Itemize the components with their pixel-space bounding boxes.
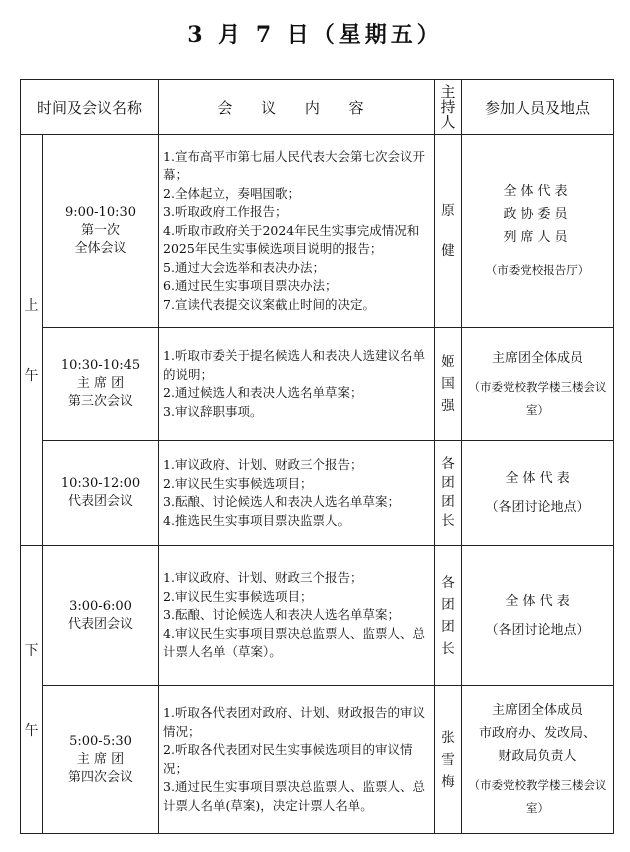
table-row bbox=[21, 135, 614, 328]
meeting-host bbox=[435, 546, 462, 686]
meeting-time bbox=[43, 328, 159, 441]
meeting-content bbox=[159, 546, 435, 686]
host-char: 团 bbox=[441, 475, 455, 491]
host-char: 长 bbox=[441, 640, 455, 657]
agenda-item: 3.酝酿、讨论候选人和表决人选名单草案； bbox=[163, 607, 400, 623]
period-char: 午 bbox=[24, 368, 39, 384]
header-host-char: 持 bbox=[440, 97, 456, 116]
host-char: 原 bbox=[441, 203, 455, 219]
host-char: 梅 bbox=[441, 773, 455, 790]
period-afternoon bbox=[21, 546, 43, 834]
participant-line: 主席团全体成员 bbox=[492, 350, 584, 366]
time-line: 代表团会议 bbox=[68, 494, 134, 509]
agenda-item: 2.听取各代表团对民生实事候选项目的审议情况； bbox=[163, 742, 413, 776]
participant-line: 政协委员 bbox=[503, 207, 572, 222]
time-line: 10:30-10:45 bbox=[60, 358, 141, 373]
meeting-location: （市委党校教学楼三楼会议室） bbox=[468, 379, 607, 417]
meeting-host bbox=[435, 135, 462, 328]
table-row bbox=[21, 686, 614, 834]
host-char: 健 bbox=[441, 243, 455, 259]
agenda-item: 2.审议民生实事候选项目； bbox=[163, 475, 313, 491]
time-line: 9:00-10:30 bbox=[64, 205, 137, 220]
meeting-location: （各团讨论地点） bbox=[485, 500, 590, 515]
time-line: 第四次会议 bbox=[68, 769, 134, 785]
meeting-host bbox=[435, 328, 462, 441]
agenda-item: 2.全体起立，奏唱国歌； bbox=[163, 185, 300, 201]
meeting-content bbox=[159, 135, 435, 328]
time-line: 第三次会议 bbox=[68, 394, 134, 409]
meeting-time bbox=[43, 686, 159, 834]
agenda-item: 4.听取市政府关于2024年民生实事完成情况和2025年民生实事候选项目说明的报告； bbox=[163, 222, 420, 257]
participant-line: 全体代表 bbox=[503, 184, 572, 199]
agenda-item: 1.审议政府、计划、财政三个报告； bbox=[163, 457, 363, 472]
meeting-participants bbox=[462, 546, 614, 686]
agenda-item: 1.宣布高平市第七届人民代表大会第七次会议开幕； bbox=[163, 148, 425, 183]
host-char: 张 bbox=[441, 729, 455, 746]
agenda-item: 7.宣读代表提交议案截止时间的决定。 bbox=[163, 296, 375, 312]
host-char: 各 bbox=[441, 456, 455, 472]
host-char: 雪 bbox=[441, 751, 455, 768]
period-morning bbox=[21, 135, 43, 546]
header-participants: 参加人员及地点 bbox=[462, 80, 614, 135]
host-char: 各 bbox=[441, 574, 455, 591]
host-char: 团 bbox=[441, 596, 455, 613]
header-host-char: 主 bbox=[440, 82, 456, 101]
meeting-content bbox=[159, 686, 435, 834]
time-line: 第一次 bbox=[81, 223, 121, 238]
agenda-item: 3.通过民生实事项目票决总监票人、监票人、总计票人名单(草案)，决定计票人名单。 bbox=[163, 779, 425, 813]
meeting-location: （各团讨论地点） bbox=[485, 622, 590, 638]
meeting-participants bbox=[462, 686, 614, 834]
table-row bbox=[21, 546, 614, 686]
agenda-item: 6.通过民生实事项目票决办法； bbox=[163, 278, 338, 294]
table-row bbox=[21, 328, 614, 441]
agenda-item: 3.审议辞职事项。 bbox=[163, 403, 263, 419]
meeting-time bbox=[43, 135, 159, 328]
meeting-participants bbox=[462, 328, 614, 441]
agenda-item: 1.听取各代表团对政府、计划、财政报告的审议情况； bbox=[163, 705, 425, 739]
header-time-and-name: 时间及会议名称 bbox=[21, 80, 159, 135]
agenda-item: 2.审议民生实事候选项目； bbox=[163, 588, 313, 604]
participant-line: 列席人员 bbox=[503, 230, 572, 245]
participant-line: 市政府办、发改局、 bbox=[479, 726, 597, 741]
meeting-time bbox=[43, 546, 159, 686]
period-char: 上 bbox=[24, 298, 39, 314]
time-line: 5:00-5:30 bbox=[69, 733, 132, 749]
table-row bbox=[21, 441, 614, 546]
time-line: 代表团会议 bbox=[68, 616, 134, 632]
page-title: 3 月 7 日（星期五） bbox=[187, 22, 443, 48]
meeting-location: （市委党校教学楼三楼会议室） bbox=[468, 778, 607, 815]
agenda-item: 3.听取政府工作报告； bbox=[163, 204, 288, 220]
host-char: 姬 bbox=[441, 354, 455, 370]
agenda-item: 1.审议政府、计划、财政三个报告； bbox=[163, 570, 363, 586]
header-row bbox=[21, 80, 614, 135]
agenda-item: 4.推选民生实事项目票决监票人。 bbox=[163, 512, 350, 528]
participant-line: 财政局负责人 bbox=[498, 749, 577, 764]
period-char: 午 bbox=[24, 722, 39, 739]
schedule-table bbox=[20, 79, 614, 834]
participant-line: 全 体 代 表 bbox=[505, 593, 570, 609]
host-char: 团 bbox=[441, 494, 455, 510]
period-char: 下 bbox=[24, 642, 39, 659]
agenda-item: 5.通过大会选举和表决办法； bbox=[163, 259, 325, 275]
participant-line: 主席团全体成员 bbox=[492, 703, 584, 718]
header-content: 会 议 内 容 bbox=[159, 80, 435, 135]
meeting-participants bbox=[462, 441, 614, 546]
meeting-content bbox=[159, 441, 435, 546]
agenda-item: 3.酝酿、讨论候选人和表决人选名单草案； bbox=[163, 494, 400, 509]
meeting-host bbox=[435, 441, 462, 546]
host-char: 国 bbox=[441, 376, 455, 392]
meeting-content bbox=[159, 328, 435, 441]
meeting-time bbox=[43, 441, 159, 546]
agenda-item: 1.听取市委关于提名候选人和表决人选建议名单的说明； bbox=[163, 348, 425, 382]
agenda-item: 2.通过候选人和表决人选名单草案； bbox=[163, 385, 363, 400]
host-char: 团 bbox=[441, 618, 455, 635]
header-host-char: 人 bbox=[440, 112, 456, 131]
host-char: 强 bbox=[441, 398, 455, 414]
meeting-location: （市委党校报告厅） bbox=[485, 263, 590, 277]
header-host bbox=[435, 80, 462, 135]
time-line: 主 席 团 bbox=[76, 376, 125, 391]
agenda-item: 4.审议民生实事项目票决总监票人、监票人、总计票人名单（草案）。 bbox=[163, 625, 425, 660]
time-line: 全体会议 bbox=[74, 241, 127, 256]
participant-line: 全 体 代 表 bbox=[505, 471, 570, 486]
time-line: 主 席 团 bbox=[76, 751, 125, 767]
meeting-participants bbox=[462, 135, 614, 328]
meeting-host bbox=[435, 686, 462, 834]
time-line: 3:00-6:00 bbox=[69, 598, 132, 614]
host-char: 长 bbox=[441, 513, 455, 529]
time-line: 10:30-12:00 bbox=[60, 476, 141, 491]
